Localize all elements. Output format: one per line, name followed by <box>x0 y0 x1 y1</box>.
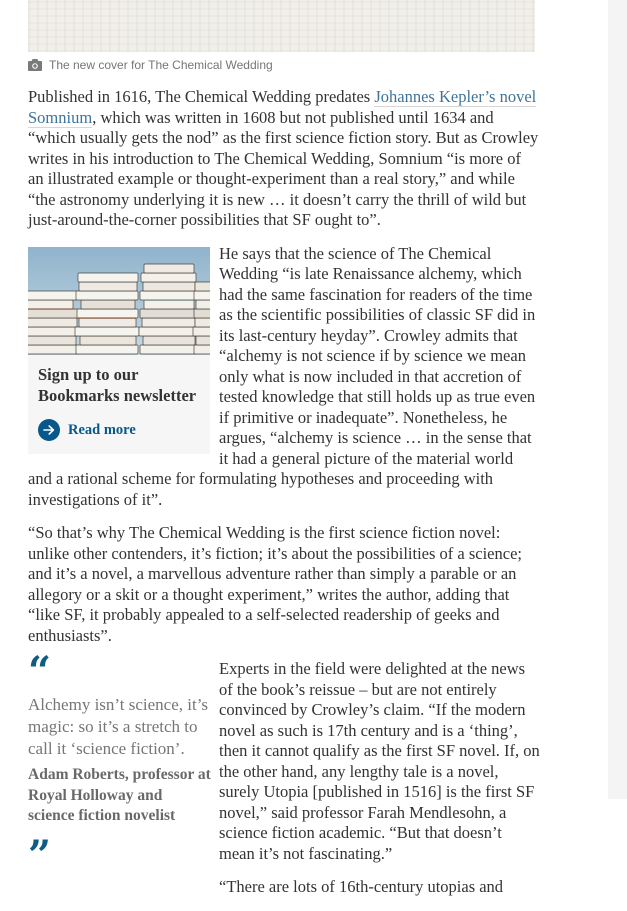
pull-quote-block <box>28 648 211 879</box>
kepler-somnium-link[interactable]: Johannes Kepler’s novel Somnium <box>28 87 537 127</box>
read-more-link[interactable] <box>38 419 200 441</box>
books-stack-image <box>28 247 210 355</box>
newsletter-title: Sign up to our Bookmarks newsletter <box>38 364 197 405</box>
pull-quote-attribution: Adam Roberts, professor at Royal Holloway and science fiction novelist <box>28 766 211 824</box>
newsletter-card-body <box>28 355 210 454</box>
paragraph-3: “So that’s why The Chemical Wedding is the first science fiction novel: unlike other contenders, it’s fiction; it’s about the possibilities of a science; and it’s a novel, a marvellous adventure rather than simply a parable or an allegory or a skit or a thought experiment,” writes the author, adding that “like SF, it probably appealed to a self-selected readership of geeks and enthusiasts”. <box>28 523 522 645</box>
paragraph-1 <box>28 87 540 231</box>
close-quote-icon: ” <box>28 831 51 879</box>
paragraph-2: He says that the science of The Chemical Wedding “is late Renaissance alchemy, which had the same fascination for readers of the time as the scientific possibilities of classic SF did in its last-century heyday”. Crowley admits that “alchemy is not science if by science we mean only what is now included in that accretion of tested knowledge that still holds up as true even if primitive or inadequate”. Nonetheless, he argues, “alchemy is science … in the sense that it had a general picture of the material world and a rational scheme for formulating hypotheses and proceeding with investigations of it”. <box>28 243 536 509</box>
arrow-right-circle-icon <box>38 419 60 441</box>
paragraph-5: “There are lots of 16th-century utopias and <box>219 877 504 896</box>
article-body <box>28 87 540 898</box>
newsletter-signup-card[interactable] <box>28 247 210 454</box>
image-caption <box>28 58 540 72</box>
read-more-label: Read more <box>68 421 136 438</box>
article-column <box>28 0 540 911</box>
pull-quote-text: Alchemy isn’t science, it’s magic: so it’s a stretch to call it ‘science fiction’. <box>28 695 209 758</box>
paragraph-text: , which was written in 1608 but not published until 1634 and “which usually gets the nod” as the first science fiction story. But as Crowley writes in his introduction to The Chemical Wedding, Somnium “is more of an illustrated example or thought-experiment than a real story,” and while “the astronomy underlying it is new … it doesn’t carry the thrill of wild but just-around-the-corner possibilities that SF ought to”. <box>28 107 539 229</box>
hero-figure <box>28 0 540 72</box>
camera-icon <box>28 59 42 71</box>
open-quote-icon: “ <box>28 648 51 695</box>
caption-text: The new cover for The Chemical Wedding <box>49 58 273 72</box>
paragraph-4: Experts in the field were delighted at the news of the book’s reissue – but are not entirely convinced by Crowley’s claim. “If the modern novel as such is 17th century and is a ‘thing’, then it cannot qualify as the first SF novel. If, on the other hand, any lengthy tale is a novel, surely Utopia [published in 1516] is the first SF novel,” said professor Farah Mendlesohn, a science fiction academic. “But that doesn’t mean it’s not fascinating.” <box>219 659 540 863</box>
paragraph-text: Published in 1616, The Chemical Wedding predates <box>28 87 375 106</box>
hero-image <box>28 0 535 52</box>
page-gutter <box>608 0 627 799</box>
